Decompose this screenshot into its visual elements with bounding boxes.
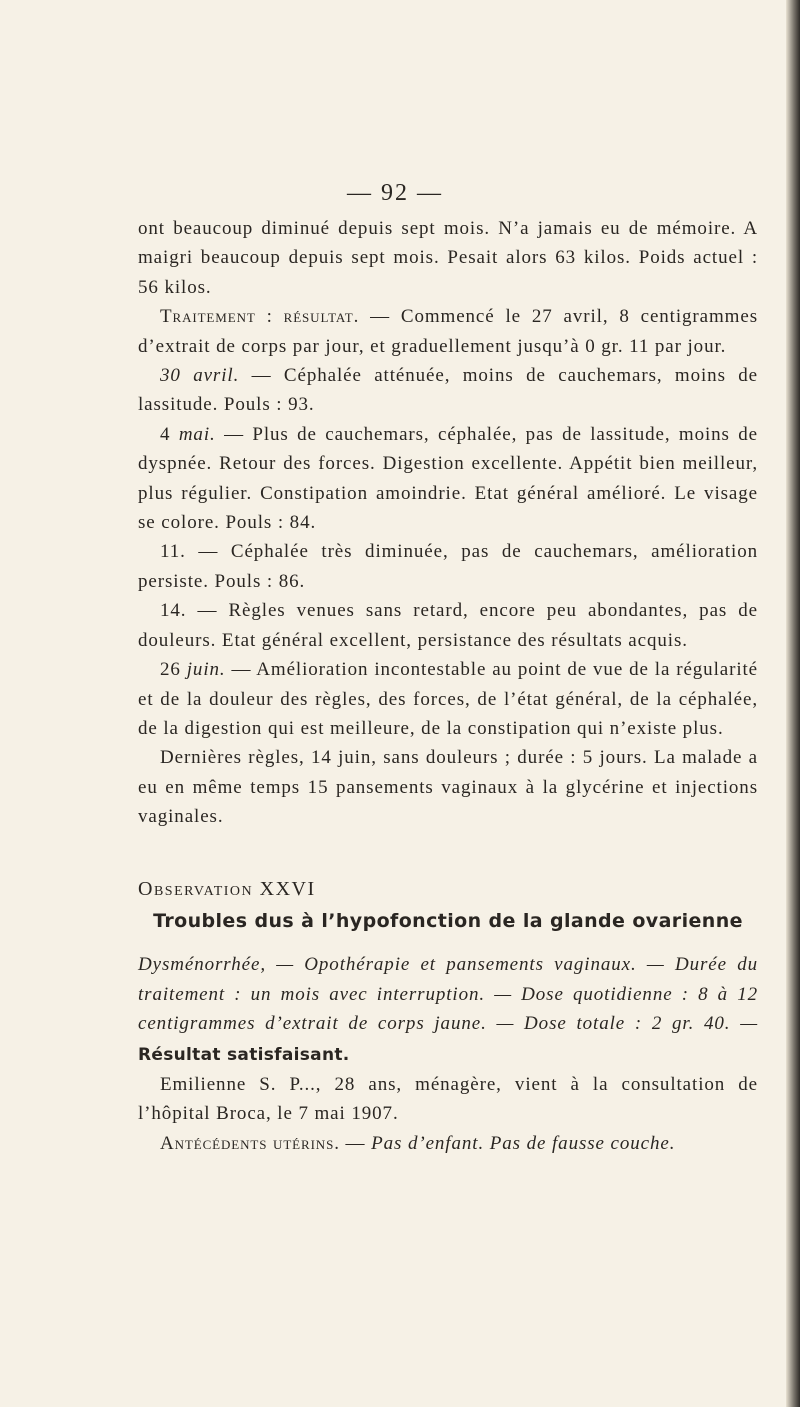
observation-heading: Observation XXVI: [138, 877, 316, 900]
date-30-avril: 30 avril.: [160, 365, 240, 387]
text-30-avril: — Céphalée atténuée, moins de cauchemars, moins de lassitude. Pouls : 93.: [138, 365, 758, 416]
paragraph-14: 14. — Règles venues sans retard, encore peu abondantes, pas de douleurs. Etat général excellent, persistance des résultats acquis.: [138, 600, 758, 651]
paragraph-11: 11. — Céphalée très diminuée, pas de cauchemars, amélioration persiste. Pouls : 86.: [138, 541, 758, 592]
page-number: — 92 —: [347, 180, 443, 206]
antecedents-label: Antécédents utérins.: [160, 1132, 340, 1154]
summary-result: Résultat satisfaisant.: [138, 1044, 350, 1065]
text-26-juin: — Amélioration incontestable au point de vue de la régularité et de la douleur des règles, des forces, de l’état général, de la céphalée, de la digestion qui est meilleure, de la constipation qui n’existe plus.: [138, 659, 759, 739]
antecedents-sep: —: [339, 1132, 372, 1154]
paragraph-26-juin: [138, 655, 758, 743]
date-mai: mai.: [178, 423, 216, 445]
paragraph-treatment: [138, 302, 758, 361]
observation-title: Troubles dus à l’hypofonction de la glande ovarienne: [153, 909, 743, 932]
paragraph-1: ont beaucoup diminué depuis sept mois. N’a jamais eu de mémoire. A maigri beaucoup depuis sept mois. Pesait alors 63 kilos. Poids actuel : 56 kilos.: [138, 218, 758, 298]
paragraph-dernieres-regles: Dernières règles, 14 juin, sans douleurs ; durée : 5 jours. La malade a eu en même temps 15 pansements vaginaux à la glycérine et injections vaginales.: [138, 747, 758, 828]
num-26: 26: [160, 659, 187, 681]
paragraph-antecedents: [138, 1129, 758, 1158]
treatment-label: Traitement : résultat.: [160, 306, 360, 328]
paragraph-4-mai: [138, 420, 758, 538]
page-body: [138, 214, 758, 1158]
observation-summary: [138, 950, 758, 1070]
text-4-mai: — Plus de cauchemars, céphalée, pas de lassitude, moins de dyspnée. Retour des forces. Digestion excellente. Appétit bien meilleur, plus régulier. Constipation amoindrie. Etat général amélioré. Le visage se colore. Pouls : 84.: [138, 423, 758, 534]
num-4: 4: [160, 423, 179, 445]
page-edge-shadow: [786, 0, 800, 1407]
summary-italic: Dysménorrhée, — Opothérapie et pansements vaginaux. — Durée du traitement : un mois avec interruption. — Dose quotidienne : 8 à 12 centigrammes d’extrait de corps jaune. — Dose totale : 2 gr. 40. —: [138, 954, 758, 1035]
treatment-text: — Commencé le 27 avril, 8 centigrammes d’extrait de corps par jour, et graduellement jusqu’à 0 gr. 11 par jour.: [138, 306, 758, 357]
paragraph-patient: Emilienne S. P..., 28 ans, ménagère, vient à la consultation de l’hôpital Broca, le 7 mai 1907.: [138, 1073, 758, 1125]
antecedents-text: Pas d’enfant. Pas de fausse couche.: [371, 1132, 676, 1154]
date-juin: juin.: [186, 659, 226, 681]
paragraph-30-avril: [138, 361, 758, 420]
